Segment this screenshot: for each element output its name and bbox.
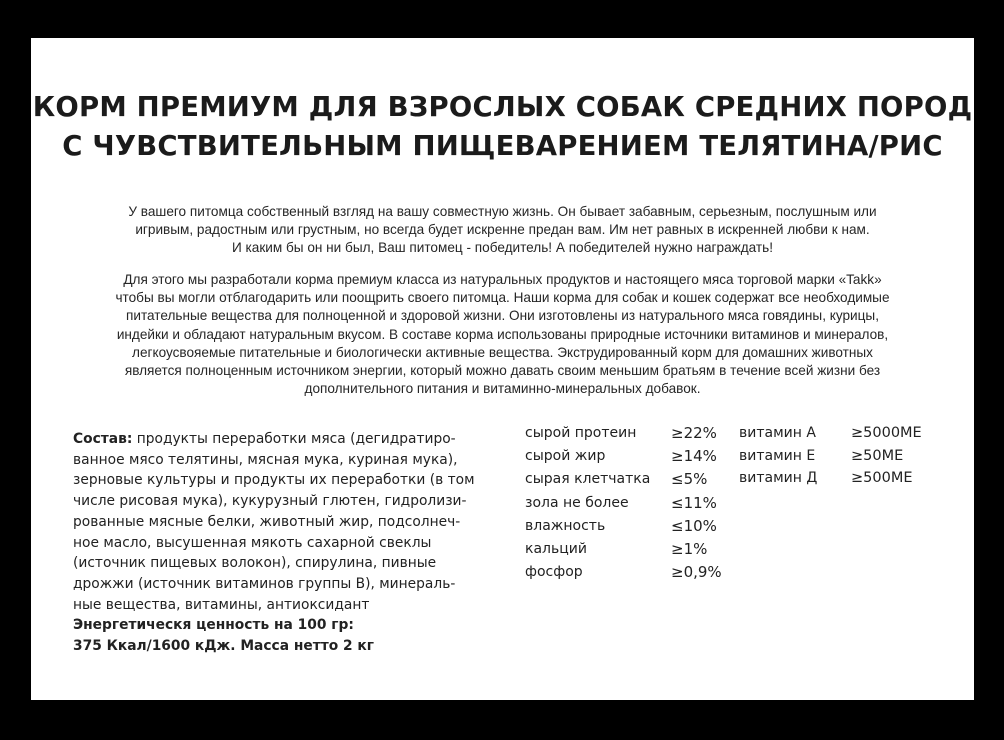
composition-first-line xyxy=(73,429,513,450)
intro-line: игривым, радостным или грустным, но всегда будет искренне предан вам. Им нет равных в искренней любви к нам. xyxy=(135,222,870,238)
nutrient-value: ≥14% xyxy=(671,447,717,466)
composition-line: ное масло, высушенная мякоть сахарной свеклы xyxy=(73,534,432,551)
intro-line: питательные вещества для полноценной и здоровой жизни. Они изготовлены из натурального мяса говядины, курицы, xyxy=(126,308,879,324)
nutrient-values xyxy=(671,422,722,584)
nutrient-name: зола не более xyxy=(525,494,629,511)
intro-line: дополнительного питания и витаминно-минеральных добавок. xyxy=(304,381,701,397)
vitamin-name: витамин Д xyxy=(739,470,818,486)
vitamin-value: ≥5000МЕ xyxy=(851,425,922,441)
label-card xyxy=(31,38,974,700)
composition-line: дрожжи (источник витаминов группы В), минераль- xyxy=(73,575,456,592)
composition-line: зерновые культуры и продукты их переработки (в том xyxy=(73,472,475,489)
composition-line: (источник пищевых волокон), спирулина, пивные xyxy=(73,555,437,572)
vitamin-name: витамин А xyxy=(739,425,816,441)
nutrient-name: влажность xyxy=(525,517,606,534)
intro-line: легкоусвояемые питательные и биологически активные вещества. Экструдированный корм для домашних животных xyxy=(132,344,873,360)
nutrient-value: ≥22% xyxy=(671,424,717,442)
vitamin-name: витамин Е xyxy=(739,447,816,464)
composition-line: ванное мясо телятины, мясная мука, куриная мука), xyxy=(73,451,458,468)
intro-line: является полноценным источником энергии, который можно давать своим меньшим братьям в течение всей жизни без xyxy=(124,363,881,379)
vitamin-value: ≥500МЕ xyxy=(851,470,913,486)
intro-line: Для этого мы разработали корма премиум класса из натуральных продуктов и настоящего мяса торговой марки «Takk» xyxy=(123,272,882,287)
nutrient-name: сырая клетчатка xyxy=(525,471,651,488)
composition-line: числе рисовая мука), кукурузный глютен, гидролизи- xyxy=(73,493,467,510)
nutrient-name: сырой протеин xyxy=(525,425,637,441)
nutrient-value: ≤10% xyxy=(671,516,717,535)
composition-line: ные вещества, витамины, антиоксидант xyxy=(73,596,370,613)
nutrient-value: ≤5% xyxy=(671,470,708,489)
title-line: С ЧУВСТВИТЕЛЬНЫМ ПИЩЕВАРЕНИЕМ ТЕЛЯТИНА/РИС xyxy=(62,130,943,162)
nutrient-value: ≥0,9% xyxy=(671,563,722,582)
vitamin-names xyxy=(739,422,817,490)
energy-value: 375 Ккал/1600 кДж. Масса нетто 2 кг xyxy=(73,638,374,655)
intro-paragraph-2 xyxy=(41,271,964,398)
composition-text: продукты переработки мяса (дегидратиро- xyxy=(132,431,456,447)
intro-line: И каким бы он ни был, Ваш питомец - победитель! А победителей нужно награждать! xyxy=(231,240,773,256)
nutrient-names xyxy=(525,422,650,584)
intro-line: У вашего питомца собственный взгляд на вашу совместную жизнь. Он бывает забавным, серьезным, послушным или xyxy=(128,204,877,219)
nutrient-value: ≥1% xyxy=(671,540,708,559)
title-line: КОРМ ПРЕМИУМ ДЛЯ ВЗРОСЛЫХ СОБАК СРЕДНИХ ПОРОД xyxy=(32,91,973,123)
nutrient-value: ≤11% xyxy=(671,493,717,512)
intro-line: чтобы вы могли отблагодарить или поощрить своего питомца. Наши корма для собак и кошек содержат все необходимые xyxy=(115,290,890,306)
nutrient-name: кальций xyxy=(525,541,587,558)
composition-block xyxy=(73,429,513,657)
product-title xyxy=(31,88,974,166)
composition-label: Состав: xyxy=(73,431,133,447)
energy-label: Энергетическя ценность на 100 гр: xyxy=(73,617,354,634)
composition-line: рованные мясные белки, животный жир, подсолнеч- xyxy=(73,513,461,530)
vitamin-value: ≥50МЕ xyxy=(851,447,904,464)
intro-paragraph-1 xyxy=(41,203,964,258)
intro-line: индейки и обладают натуральным вкусом. В составе корма использованы природные источники витаминов и минералов, xyxy=(116,326,889,342)
nutrient-name: фосфор xyxy=(525,564,583,581)
nutrient-name: сырой жир xyxy=(525,448,606,465)
vitamin-values xyxy=(851,422,922,490)
